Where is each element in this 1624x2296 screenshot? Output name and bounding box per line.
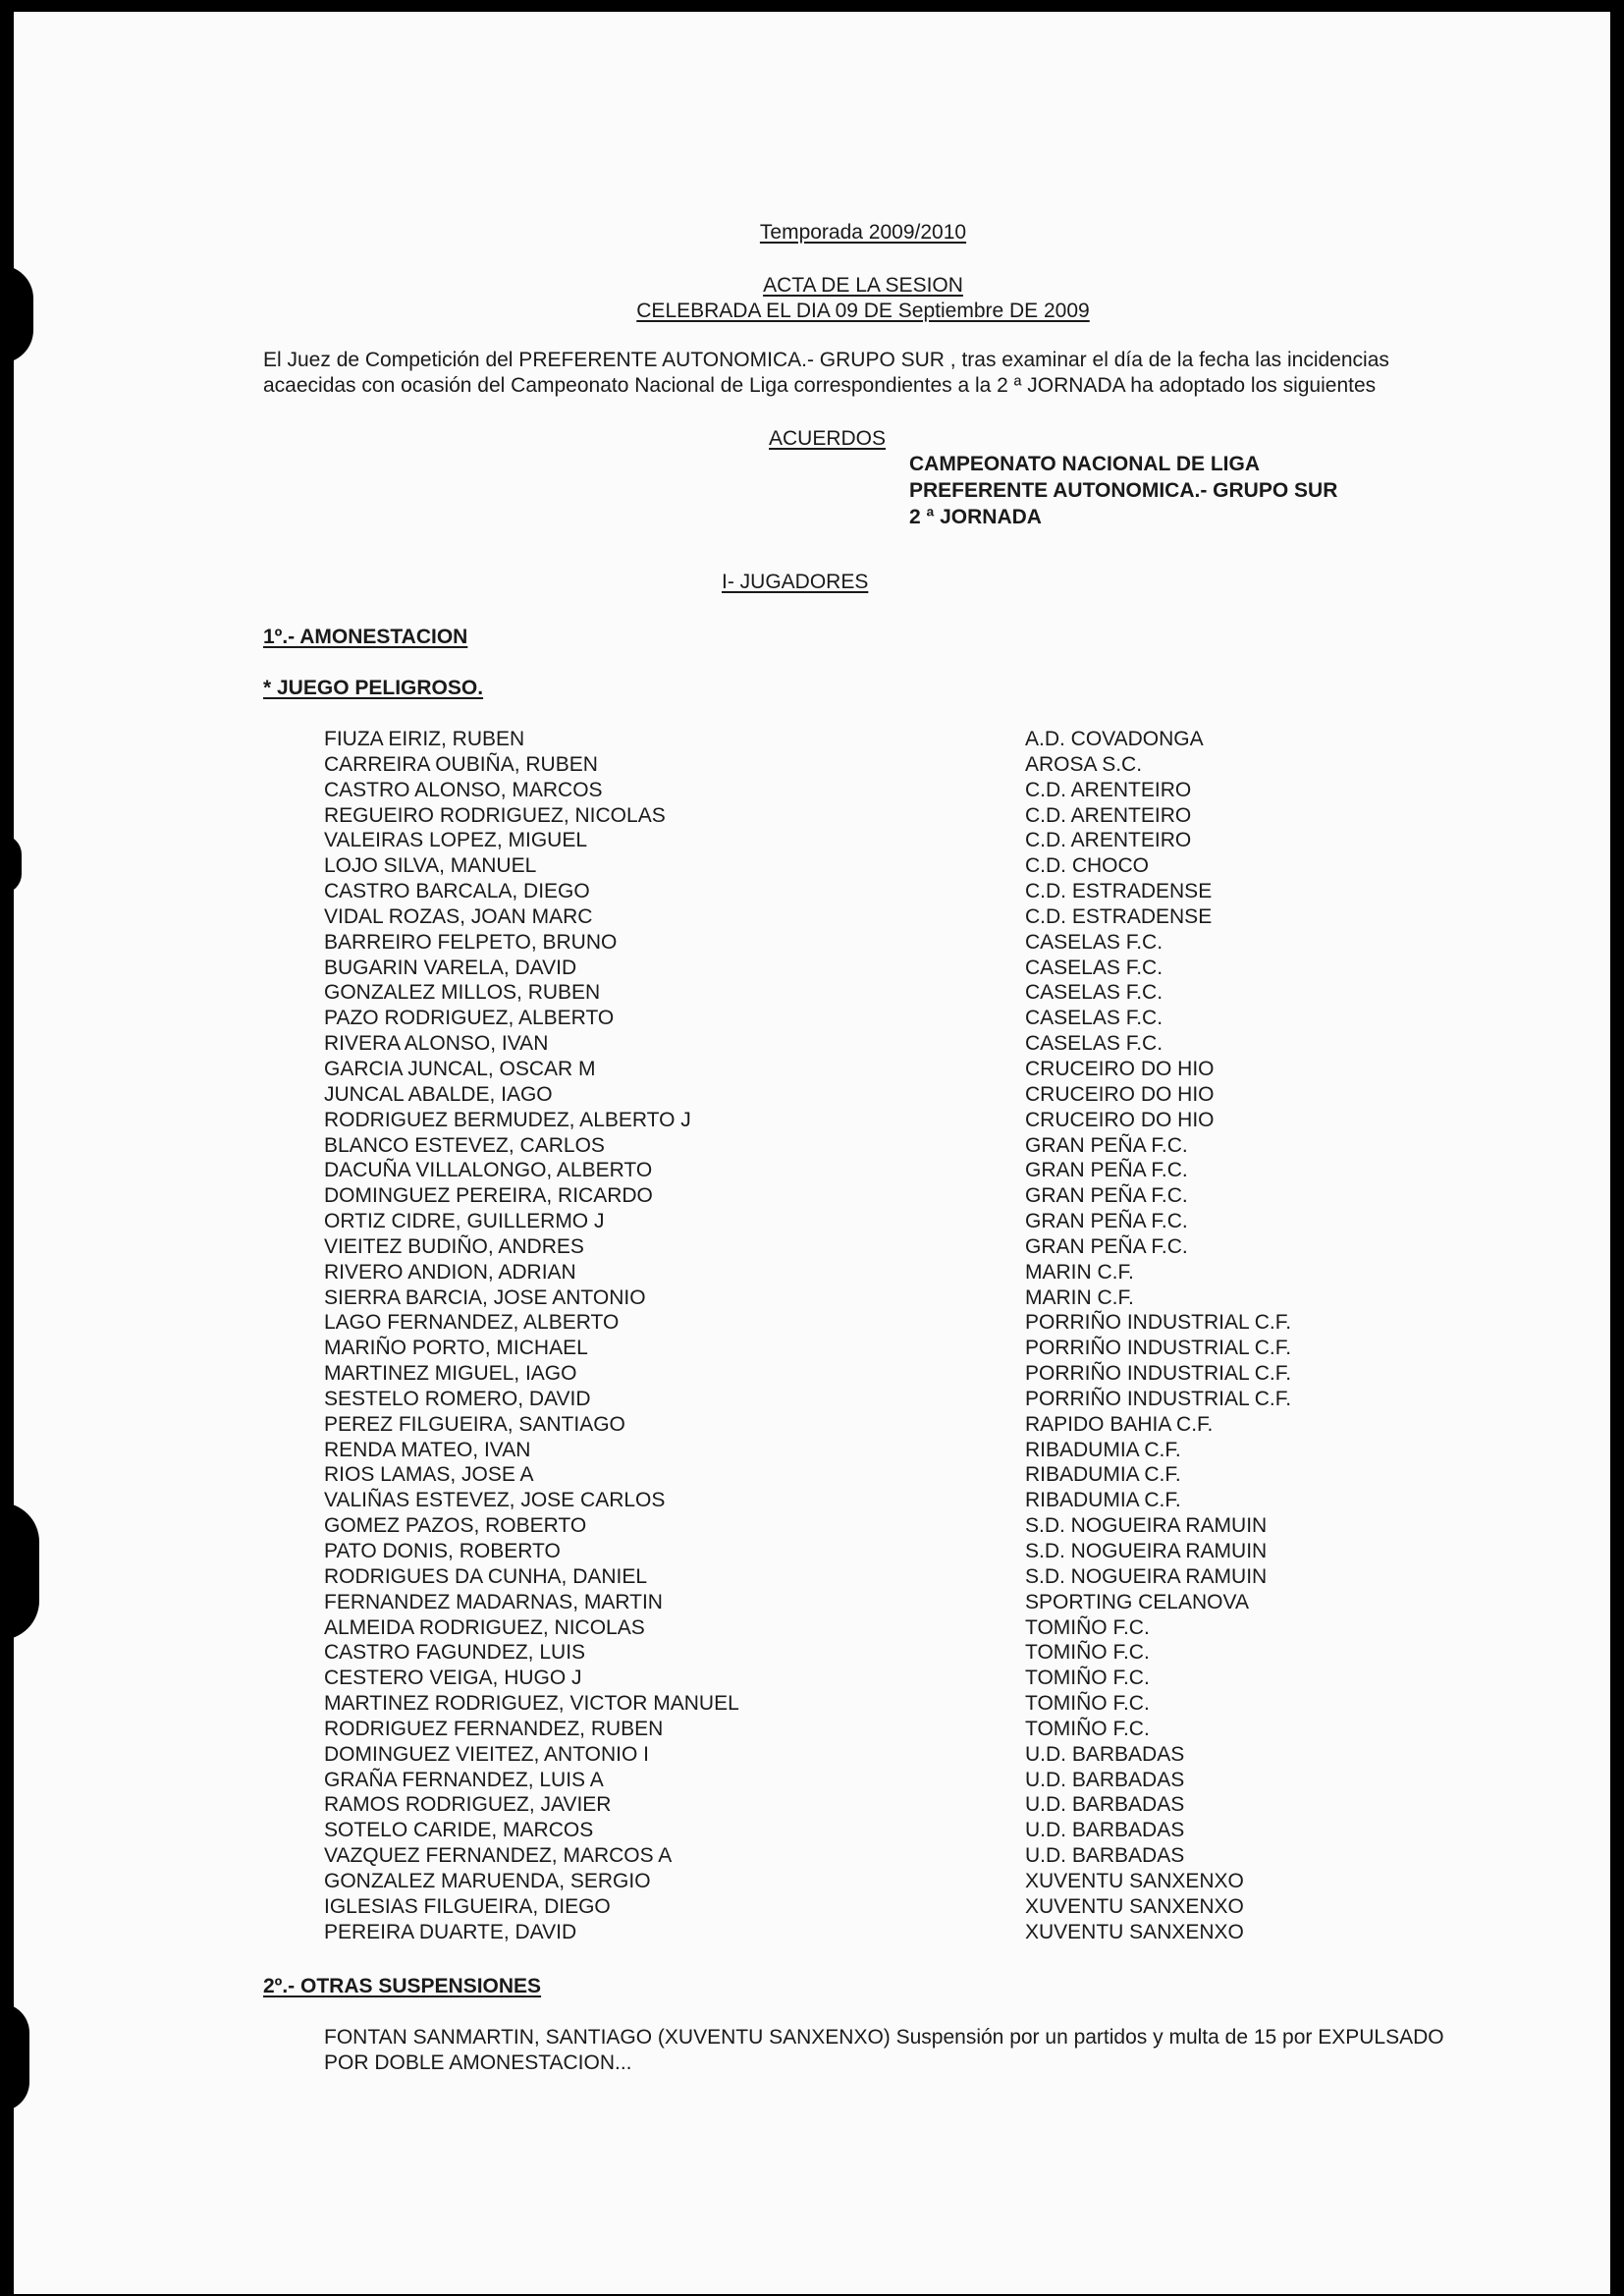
player-name: BUGARIN VARELA, DAVID [324, 956, 577, 979]
player-row [324, 1361, 1355, 1387]
player-name: DACUÑA VILLALONGO, ALBERTO [324, 1159, 653, 1182]
player-name: MARIÑO PORTO, MICHAEL [324, 1337, 588, 1360]
player-row [324, 980, 1355, 1006]
player-row [324, 1412, 1355, 1438]
player-row [324, 1158, 1355, 1183]
player-name: CARREIRA OUBIÑA, RUBEN [324, 752, 598, 776]
player-row [324, 1691, 1355, 1717]
player-name: GONZALEZ MARUENDA, SERGIO [324, 1869, 651, 1892]
player-team: PORRIÑO INDUSTRIAL C.F. [1025, 1311, 1292, 1335]
acta-title: ACTA DE LA SESION [763, 274, 963, 297]
player-row [324, 1717, 1355, 1742]
player-row [324, 828, 1355, 853]
player-row [324, 1336, 1355, 1361]
player-name: BARREIRO FELPETO, BRUNO [324, 930, 618, 954]
player-row [324, 1666, 1355, 1691]
intro-line-1: El Juez de Competición del PREFERENTE AUTONOMICA.- GRUPO SUR , tras examinar el día de la fecha las incidencias [263, 349, 1389, 371]
session-date-title: CELEBRADA EL DIA 09 DE Septiembre DE 2009 [636, 300, 1090, 322]
scan-edge-mark [0, 2003, 29, 2111]
player-team: XUVENTU SANXENXO [1025, 1894, 1244, 1918]
player-name: VALIÑAS ESTEVEZ, JOSE CARLOS [324, 1489, 666, 1512]
player-row [324, 1234, 1355, 1260]
player-row [324, 1133, 1355, 1159]
juego-peligroso-heading: * JUEGO PELIGROSO. [263, 677, 484, 699]
player-name: LAGO FERNANDEZ, ALBERTO [324, 1311, 620, 1335]
player-name: MARTINEZ MIGUEL, IAGO [324, 1362, 577, 1386]
player-list [324, 727, 1355, 1945]
player-team: U.D. BARBADAS [1025, 1742, 1185, 1766]
player-row [324, 1742, 1355, 1768]
player-team: CASELAS F.C. [1025, 1007, 1164, 1030]
player-team: U.D. BARBADAS [1025, 1844, 1185, 1868]
player-team: CRUCEIRO DO HIO [1025, 1108, 1215, 1131]
player-row [324, 1082, 1355, 1108]
player-team: PORRIÑO INDUSTRIAL C.F. [1025, 1362, 1292, 1386]
player-name: SIERRA BARCIA, JOSE ANTONIO [324, 1285, 646, 1309]
player-row [324, 1438, 1355, 1463]
player-name: FERNANDEZ MADARNAS, MARTIN [324, 1590, 663, 1613]
player-team: RIBADUMIA C.F. [1025, 1438, 1181, 1461]
player-team: C.D. ESTRADENSE [1025, 904, 1213, 928]
player-team: CRUCEIRO DO HIO [1025, 1082, 1215, 1106]
player-name: RIOS LAMAS, JOSE A [324, 1463, 534, 1487]
player-name: SOTELO CARIDE, MARCOS [324, 1819, 594, 1842]
player-name: GARCIA JUNCAL, OSCAR M [324, 1057, 596, 1080]
player-name: DOMINGUEZ PEREIRA, RICARDO [324, 1184, 653, 1208]
player-row [324, 1590, 1355, 1615]
player-team: MARIN C.F. [1025, 1260, 1134, 1284]
player-team: XUVENTU SANXENXO [1025, 1920, 1244, 1943]
scan-edge-mark [0, 1503, 39, 1640]
player-row [324, 1539, 1355, 1564]
player-team: S.D. NOGUEIRA RAMUIN [1025, 1514, 1268, 1538]
intro-line-2: acaecidas con ocasión del Campeonato Nacional de Liga correspondientes a la 2 ª JORNADA ha adoptado los siguientes [263, 374, 1377, 397]
player-row [324, 1843, 1355, 1869]
season-title: Temporada 2009/2010 [759, 221, 967, 244]
player-name: CESTERO VEIGA, HUGO J [324, 1667, 582, 1690]
player-name: RENDA MATEO, IVAN [324, 1438, 531, 1461]
player-row [324, 1209, 1355, 1234]
player-name: REGUEIRO RODRIGUEZ, NICOLAS [324, 803, 666, 827]
player-row [324, 1564, 1355, 1590]
player-team: GRAN PEÑA F.C. [1025, 1210, 1188, 1233]
player-row [324, 1108, 1355, 1133]
otras-suspensiones-heading: 2º.- OTRAS SUSPENSIONES [263, 1975, 542, 1997]
player-name: PAZO RODRIGUEZ, ALBERTO [324, 1007, 615, 1030]
player-row [324, 1818, 1355, 1843]
player-team: MARIN C.F. [1025, 1285, 1134, 1309]
player-row [324, 1488, 1355, 1513]
player-row [324, 956, 1355, 981]
player-name: RODRIGUES DA CUNHA, DANIEL [324, 1564, 648, 1588]
player-name: GRAÑA FERNANDEZ, LUIS A [324, 1768, 604, 1791]
player-row [324, 1615, 1355, 1641]
player-team: CASELAS F.C. [1025, 1032, 1164, 1056]
player-team: CASELAS F.C. [1025, 956, 1164, 979]
player-row [324, 1310, 1355, 1336]
player-row [324, 1031, 1355, 1057]
player-row [324, 1462, 1355, 1488]
acuerdos-label: ACUERDOS [769, 427, 887, 450]
player-row [324, 853, 1355, 879]
player-name: LOJO SILVA, MANUEL [324, 854, 537, 878]
player-row [324, 727, 1355, 752]
player-team: GRAN PEÑA F.C. [1025, 1159, 1188, 1182]
player-name: CASTRO BARCALA, DIEGO [324, 880, 590, 903]
player-row [324, 879, 1355, 904]
amonestacion-heading: 1º.- AMONESTACION [263, 626, 468, 648]
player-row [324, 1183, 1355, 1209]
player-team: RIBADUMIA C.F. [1025, 1489, 1181, 1512]
player-team: U.D. BARBADAS [1025, 1793, 1185, 1817]
player-team: RAPIDO BAHIA C.F. [1025, 1412, 1214, 1436]
player-name: CASTRO ALONSO, MARCOS [324, 778, 603, 801]
player-team: XUVENTU SANXENXO [1025, 1869, 1244, 1892]
player-team: GRAN PEÑA F.C. [1025, 1184, 1188, 1208]
player-row [324, 1920, 1355, 1945]
player-name: DOMINGUEZ VIEITEZ, ANTONIO I [324, 1742, 649, 1766]
player-row [324, 930, 1355, 956]
player-row [324, 1006, 1355, 1031]
player-row [324, 1285, 1355, 1311]
player-row [324, 1387, 1355, 1412]
player-team: PORRIÑO INDUSTRIAL C.F. [1025, 1337, 1292, 1360]
player-name: IGLESIAS FILGUEIRA, DIEGO [324, 1894, 611, 1918]
player-team: C.D. CHOCO [1025, 854, 1149, 878]
player-team: C.D. ARENTEIRO [1025, 803, 1192, 827]
player-team: S.D. NOGUEIRA RAMUIN [1025, 1540, 1268, 1562]
player-team: C.D. ARENTEIRO [1025, 778, 1192, 801]
player-row [324, 752, 1355, 778]
player-name: GOMEZ PAZOS, ROBERTO [324, 1514, 587, 1538]
player-name: RODRIGUEZ BERMUDEZ, ALBERTO J [324, 1108, 691, 1131]
player-name: PEREZ FILGUEIRA, SANTIAGO [324, 1412, 625, 1436]
player-team: TOMIÑO F.C. [1025, 1641, 1150, 1665]
player-team: RIBADUMIA C.F. [1025, 1463, 1181, 1487]
player-name: PEREIRA DUARTE, DAVID [324, 1920, 577, 1943]
player-team: SPORTING CELANOVA [1025, 1590, 1249, 1613]
player-name: PATO DONIS, ROBERTO [324, 1540, 561, 1562]
scan-edge-mark [0, 835, 22, 894]
player-team: A.D. COVADONGA [1025, 728, 1204, 750]
player-team: TOMIÑO F.C. [1025, 1615, 1150, 1639]
player-row [324, 1057, 1355, 1082]
player-team: U.D. BARBADAS [1025, 1819, 1185, 1842]
player-row [324, 1640, 1355, 1666]
player-row [324, 1768, 1355, 1793]
player-row [324, 778, 1355, 803]
competition-name: CAMPEONATO NACIONAL DE LIGA [909, 453, 1261, 475]
suspension-line-2: POR DOBLE AMONESTACION... [324, 2051, 632, 2074]
player-team: CRUCEIRO DO HIO [1025, 1057, 1215, 1080]
group-name: PREFERENTE AUTONOMICA.- GRUPO SUR [909, 479, 1338, 502]
suspension-line-1: FONTAN SANMARTIN, SANTIAGO (XUVENTU SANXENXO) Suspensión por un partidos y multa de 15 por EXPULSADO [324, 2026, 1444, 2049]
player-name: MARTINEZ RODRIGUEZ, VICTOR MANUEL [324, 1692, 739, 1716]
player-team: S.D. NOGUEIRA RAMUIN [1025, 1564, 1268, 1588]
player-name: VIDAL ROZAS, JOAN MARC [324, 904, 593, 928]
player-team: GRAN PEÑA F.C. [1025, 1133, 1188, 1157]
player-team: C.D. ARENTEIRO [1025, 829, 1192, 852]
player-name: RODRIGUEZ FERNANDEZ, RUBEN [324, 1717, 664, 1740]
player-name: VIEITEZ BUDIÑO, ANDRES [324, 1234, 584, 1258]
player-team: C.D. ESTRADENSE [1025, 880, 1213, 903]
player-row [324, 1869, 1355, 1894]
player-row [324, 1792, 1355, 1818]
player-name: RIVERA ALONSO, IVAN [324, 1032, 549, 1056]
player-name: VAZQUEZ FERNANDEZ, MARCOS A [324, 1844, 673, 1868]
section-title: I- JUGADORES [722, 571, 869, 593]
player-team: AROSA S.C. [1025, 752, 1143, 776]
round-name: 2 ª JORNADA [909, 506, 1042, 528]
player-name: ORTIZ CIDRE, GUILLERMO J [324, 1210, 605, 1233]
player-name: ALMEIDA RODRIGUEZ, NICOLAS [324, 1615, 645, 1639]
player-row [324, 904, 1355, 930]
player-name: RAMOS RODRIGUEZ, JAVIER [324, 1793, 612, 1817]
player-name: BLANCO ESTEVEZ, CARLOS [324, 1133, 605, 1157]
player-team: CASELAS F.C. [1025, 981, 1164, 1005]
player-row [324, 803, 1355, 829]
player-name: FIUZA EIRIZ, RUBEN [324, 728, 525, 750]
player-row [324, 1513, 1355, 1539]
player-team: GRAN PEÑA F.C. [1025, 1234, 1188, 1258]
player-name: RIVERO ANDION, ADRIAN [324, 1260, 576, 1284]
player-team: TOMIÑO F.C. [1025, 1692, 1150, 1716]
player-name: JUNCAL ABALDE, IAGO [324, 1082, 553, 1106]
player-team: U.D. BARBADAS [1025, 1768, 1185, 1791]
player-name: CASTRO FAGUNDEZ, LUIS [324, 1641, 586, 1665]
player-team: PORRIÑO INDUSTRIAL C.F. [1025, 1387, 1292, 1410]
player-name: SESTELO ROMERO, DAVID [324, 1387, 591, 1410]
player-name: GONZALEZ MILLOS, RUBEN [324, 981, 601, 1005]
player-team: TOMIÑO F.C. [1025, 1717, 1150, 1740]
player-team: CASELAS F.C. [1025, 930, 1164, 954]
player-row [324, 1894, 1355, 1920]
player-name: VALEIRAS LOPEZ, MIGUEL [324, 829, 588, 852]
player-row [324, 1260, 1355, 1285]
player-team: TOMIÑO F.C. [1025, 1667, 1150, 1690]
